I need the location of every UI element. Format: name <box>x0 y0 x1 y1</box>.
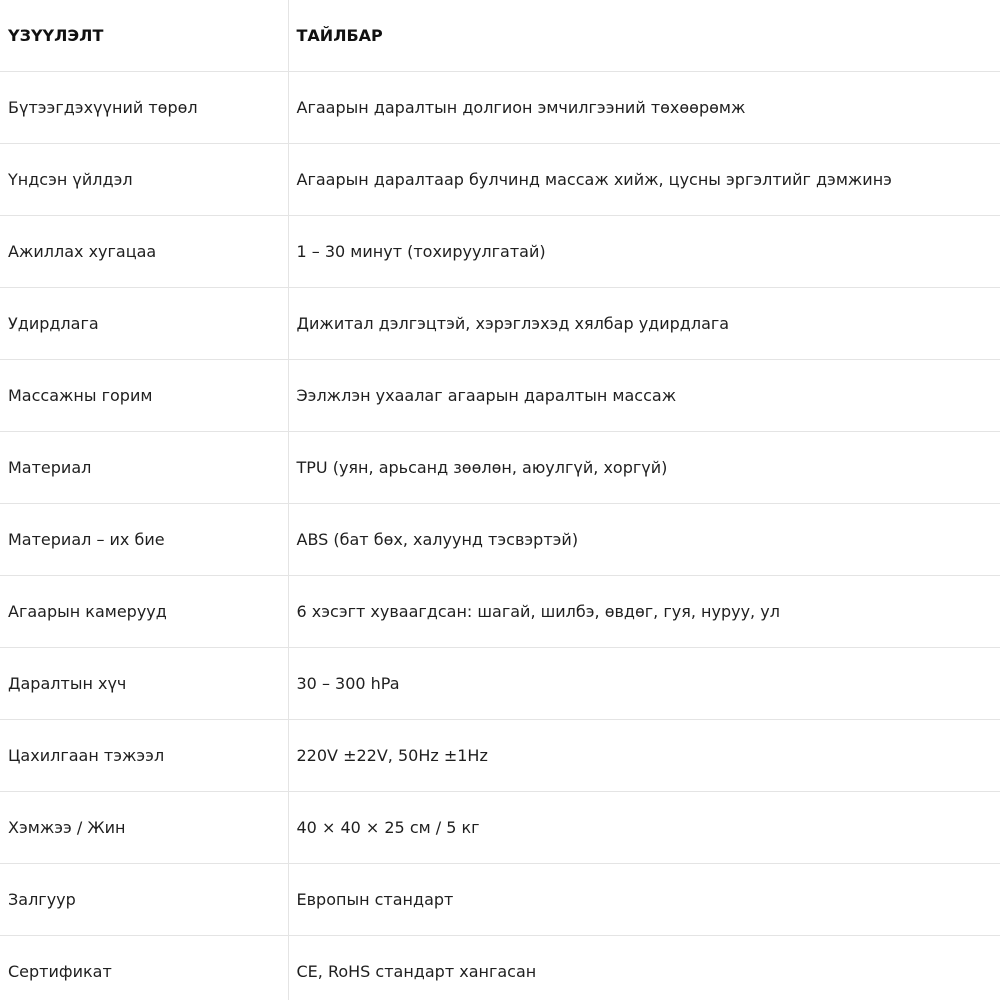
feature-cell: Хэмжээ / Жин <box>0 792 288 864</box>
feature-cell: Цахилгаан тэжээл <box>0 720 288 792</box>
feature-cell: Массажны горим <box>0 360 288 432</box>
header-description: ТАЙЛБАР <box>288 0 1000 72</box>
feature-cell: Даралтын хүч <box>0 648 288 720</box>
table-row <box>0 144 1000 216</box>
table-row <box>0 576 1000 648</box>
feature-cell: Залгуур <box>0 864 288 936</box>
feature-cell: Сертификат <box>0 936 288 1000</box>
feature-cell: Материал <box>0 432 288 504</box>
table-row <box>0 360 1000 432</box>
feature-cell: Агаарын камерууд <box>0 576 288 648</box>
description-cell: Дижитал дэлгэцтэй, хэрэглэхэд хялбар удирдлага <box>288 288 1000 360</box>
description-cell: 6 хэсэгт хуваагдсан: шагай, шилбэ, өвдөг, гуя, нуруу, ул <box>288 576 1000 648</box>
table-row <box>0 72 1000 144</box>
table-row <box>0 648 1000 720</box>
table-row <box>0 720 1000 792</box>
description-cell: TPU (уян, арьсанд зөөлөн, аюулгүй, хоргүй) <box>288 432 1000 504</box>
header-feature: ҮЗҮҮЛЭЛТ <box>0 0 288 72</box>
description-cell: 40 × 40 × 25 см / 5 кг <box>288 792 1000 864</box>
description-cell: Европын стандарт <box>288 864 1000 936</box>
feature-cell: Үндсэн үйлдэл <box>0 144 288 216</box>
table-row <box>0 216 1000 288</box>
table-row <box>0 864 1000 936</box>
description-cell: Агаарын даралтын долгион эмчилгээний төхөөрөмж <box>288 72 1000 144</box>
table-row <box>0 792 1000 864</box>
description-cell: 1 – 30 минут (тохируулгатай) <box>288 216 1000 288</box>
feature-cell: Материал – их бие <box>0 504 288 576</box>
feature-cell: Бүтээгдэхүүний төрөл <box>0 72 288 144</box>
table-header-row <box>0 0 1000 72</box>
table-row <box>0 288 1000 360</box>
description-cell: 30 – 300 hPa <box>288 648 1000 720</box>
table-row <box>0 936 1000 1000</box>
feature-cell: Удирдлага <box>0 288 288 360</box>
description-cell: Ээлжлэн ухаалаг агаарын даралтын массаж <box>288 360 1000 432</box>
feature-cell: Ажиллах хугацаа <box>0 216 288 288</box>
description-cell: ABS (бат бөх, халуунд тэсвэртэй) <box>288 504 1000 576</box>
table-row <box>0 504 1000 576</box>
description-cell: 220V ±22V, 50Hz ±1Hz <box>288 720 1000 792</box>
description-cell: CE, RoHS стандарт хангасан <box>288 936 1000 1000</box>
description-cell: Агаарын даралтаар булчинд массаж хийж, цусны эргэлтийг дэмжинэ <box>288 144 1000 216</box>
table-row <box>0 432 1000 504</box>
